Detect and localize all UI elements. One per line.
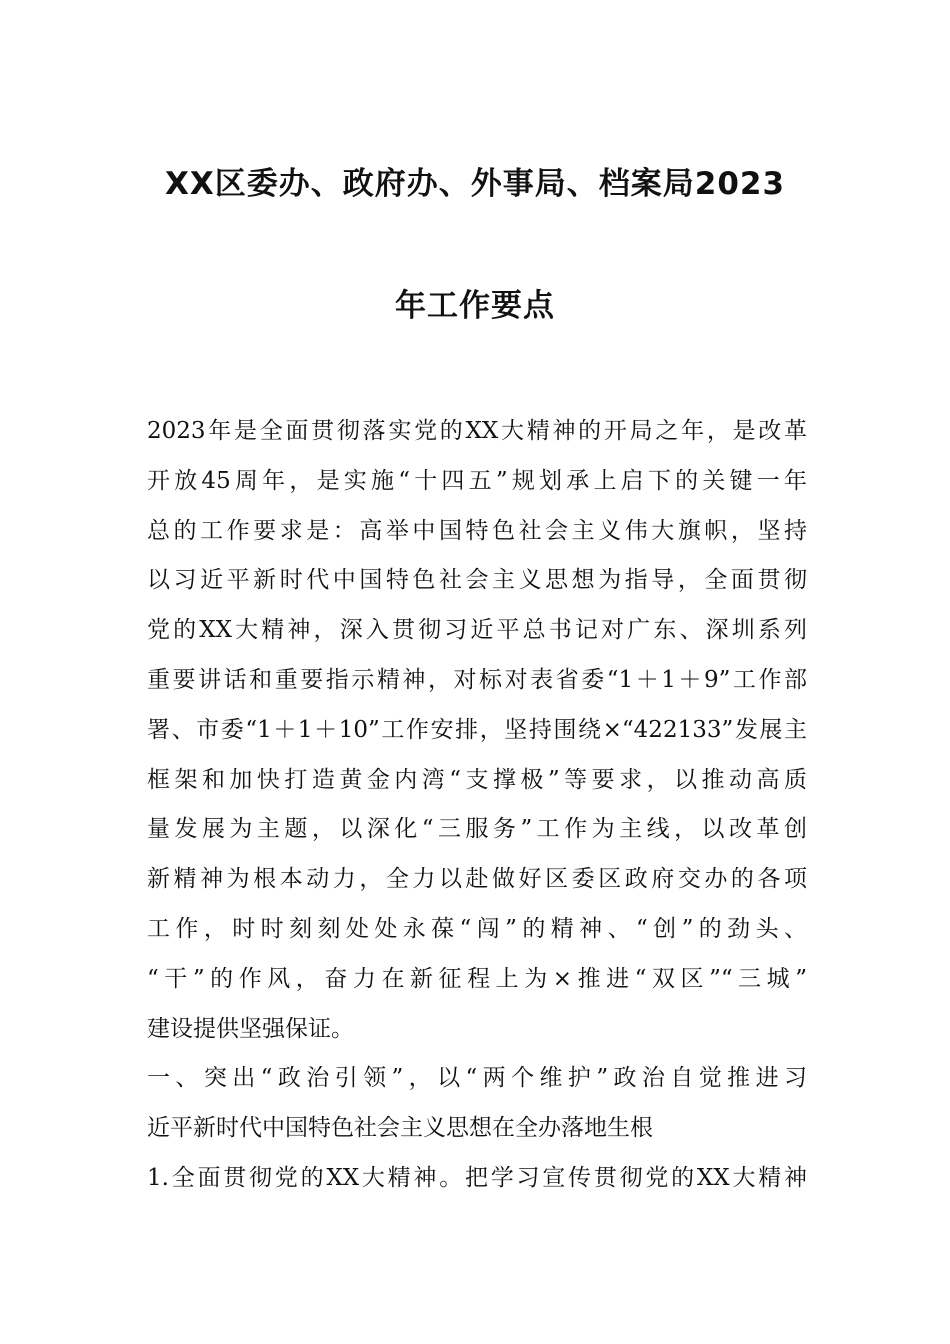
section-heading-line: 近平新时代中国特色社会主义思想在全办落地生根 [147, 1115, 653, 1142]
document-title-line-1: XX区委办、政府办、外事局、档案局2023 [164, 166, 786, 202]
body-line: 总的工作要求是：高举中国特色社会主义伟大旗帜，坚持 [147, 517, 807, 544]
body-line: 以习近平新时代中国特色社会主义思想为指导，全面贯彻 [147, 567, 807, 594]
body-line: 署、市委“1＋1＋10”工作安排，坚持围绕×“422133”发展主 [147, 716, 807, 743]
body-line: 框架和加快打造黄金内湾“支撑极”等要求，以推动高质 [147, 766, 807, 793]
document-title-line-2: 年工作要点 [395, 288, 555, 324]
body-line: 2023年是全面贯彻落实党的XX大精神的开局之年，是改革 [147, 418, 807, 444]
body-line: “干”的作风，奋力在新征程上为×推进“双区”“三城” [147, 965, 807, 992]
body-line: 量发展为主题，以深化“三服务”工作为主线，以改革创 [147, 816, 807, 843]
document-body [147, 407, 807, 1204]
body-line: 新精神为根本动力，全力以赴做好区委区政府交办的各项 [147, 866, 807, 893]
body-line: 建设提供坚强保证。 [147, 1015, 354, 1042]
body-line: 1.全面贯彻党的XX大精神。把学习宣传贯彻党的XX大精神 [147, 1164, 807, 1191]
body-line: 工作，时时刻刻处处永葆“闯”的精神、“创”的劲头、 [147, 915, 807, 942]
body-line: 重要讲话和重要指示精神，对标对表省委“1＋1＋9”工作部 [147, 666, 807, 693]
body-line: 开放45周年，是实施“十四五”规划承上启下的关键一年 [147, 467, 807, 494]
body-line: 党的XX大精神，深入贯彻习近平总书记对广东、深圳系列 [147, 617, 807, 644]
section-heading-line: 一、突出“政治引领”，以“两个维护”政治自觉推进习 [147, 1065, 807, 1092]
